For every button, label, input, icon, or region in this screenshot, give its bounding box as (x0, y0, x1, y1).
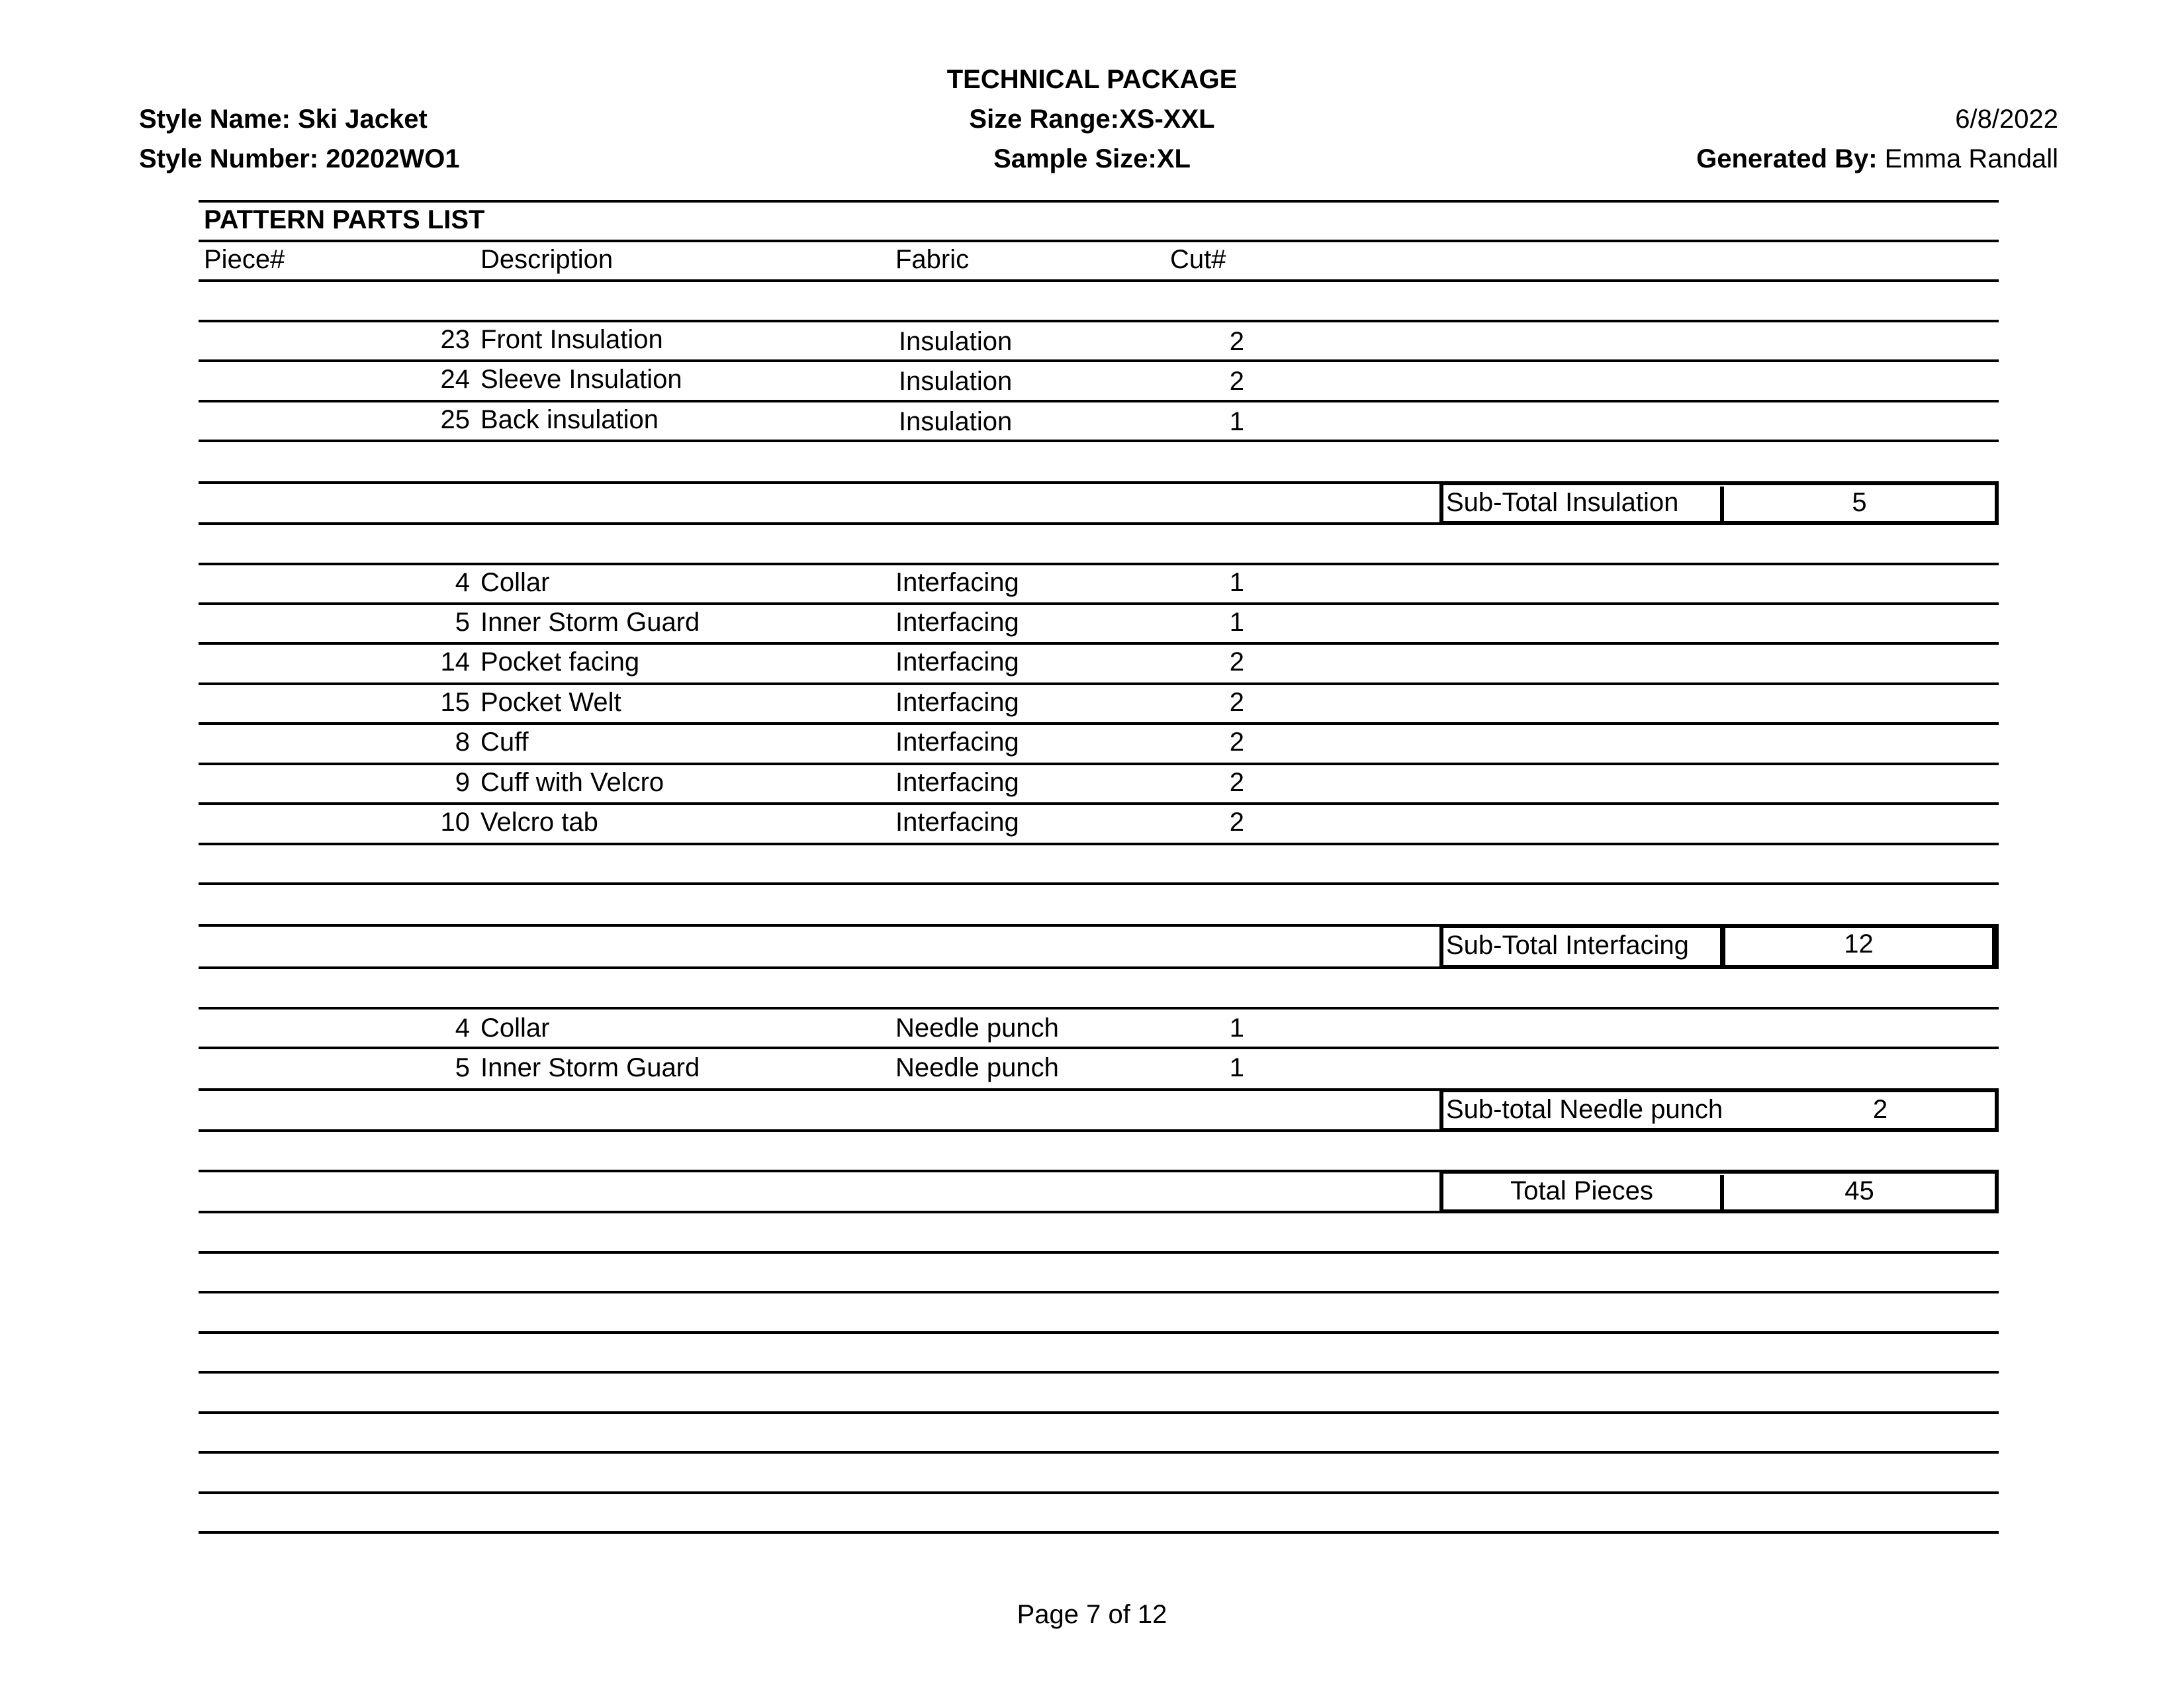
piece-fabric: Interfacing (895, 727, 1019, 757)
subtotal-value: 5 (1720, 487, 1995, 522)
piece-number: 9 (455, 768, 470, 797)
total-value: 45 (1720, 1175, 1995, 1211)
generated-by-value: Emma Randall (1884, 144, 2058, 173)
table-title: PATTERN PARTS LIST (204, 205, 485, 234)
subtotal-value: 2 (1872, 1095, 1888, 1124)
piece-cut: 1 (1229, 608, 1244, 637)
size-range: Size Range:XS-XXL (969, 105, 1215, 134)
piece-description: Collar (480, 1013, 550, 1043)
piece-description: Inner Storm Guard (480, 608, 700, 637)
style-number: Style Number: 20202WO1 (139, 144, 460, 173)
piece-cut: 2 (1229, 727, 1244, 757)
piece-description: Velcro tab (480, 808, 598, 837)
piece-number: 5 (455, 608, 470, 637)
piece-fabric: Insulation (899, 407, 1013, 436)
piece-description: Back insulation (480, 405, 659, 434)
piece-description: Cuff with Velcro (480, 768, 664, 797)
piece-number: 23 (440, 325, 470, 354)
piece-number: 25 (440, 405, 470, 434)
piece-cut: 1 (1229, 1013, 1244, 1043)
piece-cut: 2 (1229, 688, 1244, 717)
style-name: Style Name: Ski Jacket (139, 105, 428, 134)
piece-number: 5 (455, 1053, 470, 1082)
piece-cut: 2 (1229, 367, 1244, 396)
piece-cut: 2 (1229, 808, 1244, 837)
piece-number: 4 (455, 1013, 470, 1043)
column-header-fabric: Fabric (895, 245, 970, 274)
piece-number: 14 (440, 647, 470, 677)
piece-number: 4 (455, 568, 470, 597)
piece-cut: 1 (1229, 407, 1244, 436)
total-pieces-box (1439, 1170, 1999, 1213)
generated-by-label: Generated By: (1696, 144, 1878, 173)
subtotal-label: Sub-Total Interfacing (1446, 931, 1689, 960)
piece-fabric: Needle punch (895, 1053, 1059, 1082)
total-label: Total Pieces (1510, 1176, 1653, 1205)
sample-size: Sample Size:XL (993, 144, 1191, 173)
piece-number: 8 (455, 727, 470, 757)
subtotal-value: 12 (1720, 928, 1995, 965)
document-title: TECHNICAL PACKAGE (946, 65, 1238, 94)
piece-fabric: Interfacing (895, 768, 1019, 797)
page-number: Page 7 of 12 (1017, 1600, 1167, 1629)
piece-cut: 2 (1229, 768, 1244, 797)
subtotal-needle-punch-box (1439, 1088, 1999, 1132)
piece-fabric: Needle punch (895, 1013, 1059, 1043)
piece-fabric: Interfacing (895, 808, 1019, 837)
piece-number: 24 (440, 365, 470, 394)
piece-fabric: Insulation (899, 367, 1013, 396)
piece-description: Cuff (480, 727, 529, 757)
piece-fabric: Interfacing (895, 608, 1019, 637)
document-date: 6/8/2022 (1955, 105, 2058, 134)
piece-fabric: Insulation (899, 327, 1013, 356)
piece-description: Inner Storm Guard (480, 1053, 700, 1082)
piece-cut: 1 (1229, 1053, 1244, 1082)
generated-by (1522, 143, 2058, 175)
subtotal-label: Sub-Total Insulation (1446, 488, 1679, 517)
column-header-description: Description (480, 245, 614, 274)
piece-description: Front Insulation (480, 325, 663, 354)
piece-cut: 2 (1229, 327, 1244, 356)
piece-number: 15 (440, 688, 470, 717)
column-header-cut: Cut# (1170, 245, 1226, 274)
piece-fabric: Interfacing (895, 647, 1019, 677)
piece-description: Pocket facing (480, 647, 640, 677)
piece-description: Collar (480, 568, 550, 597)
subtotal-insulation-box (1439, 481, 1999, 525)
subtotal-label: Sub-total Needle punch (1446, 1095, 1723, 1124)
piece-number: 10 (440, 808, 470, 837)
piece-fabric: Interfacing (895, 688, 1019, 717)
piece-cut: 1 (1229, 568, 1244, 597)
piece-description: Pocket Welt (480, 688, 621, 717)
column-header-piece: Piece# (204, 245, 285, 274)
piece-description: Sleeve Insulation (480, 365, 682, 394)
piece-cut: 2 (1229, 647, 1244, 677)
piece-fabric: Interfacing (895, 568, 1019, 597)
subtotal-interfacing-box (1439, 924, 1999, 969)
